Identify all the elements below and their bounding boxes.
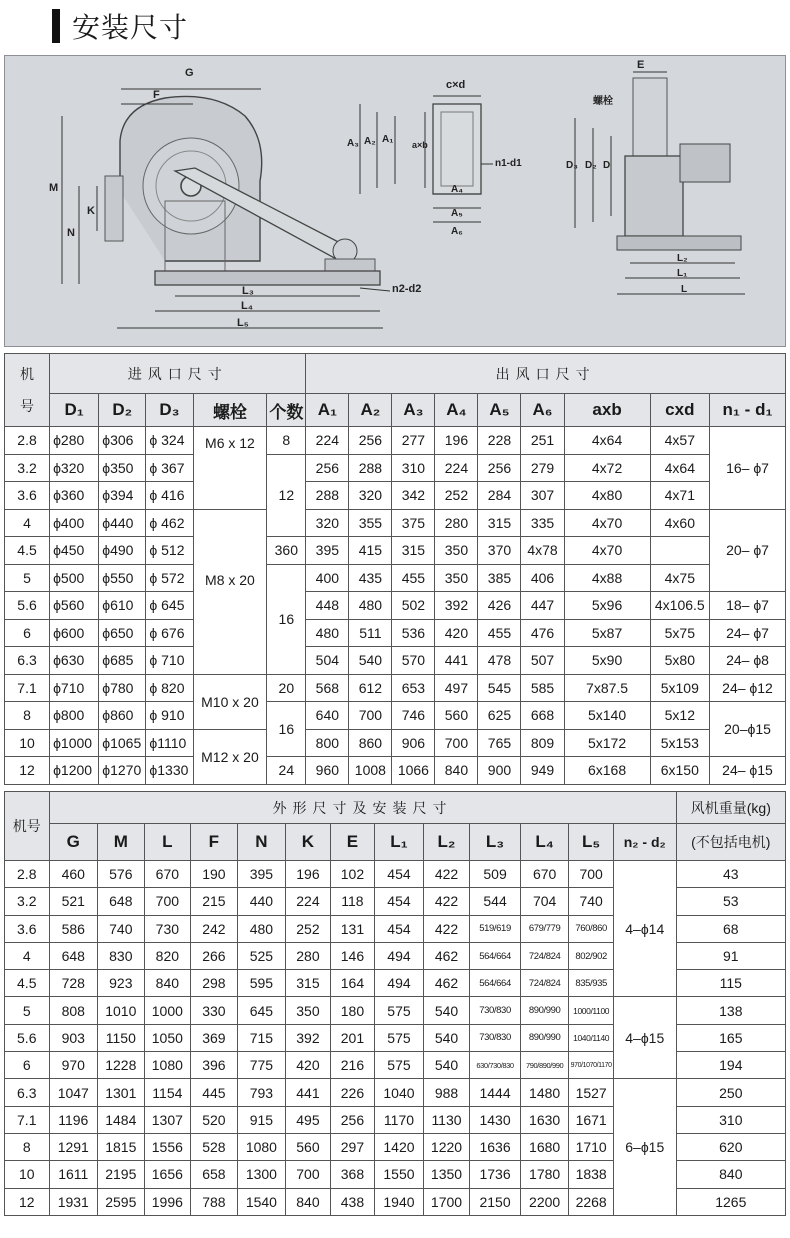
bolt-cell: M10 x 20 (193, 674, 267, 729)
installation-diagram (4, 55, 786, 347)
n1d1-cell: 24– ϕ7 (710, 619, 786, 647)
dimensions-table (4, 791, 786, 1216)
bolt-cell: M12 x 20 (193, 729, 267, 784)
label-A5: A₅ (451, 208, 463, 219)
col-header: L₁ (375, 824, 424, 861)
table-row: 3.6 ϕ360 ϕ394 ϕ 416 288 320 342 252 284 307 4x80 4x71 (5, 482, 786, 510)
col-header: L₂ (423, 824, 470, 861)
label-L3: L₃ (242, 285, 254, 297)
table-row: 2.8 ϕ280 ϕ306 ϕ 324 M6 x 12 8 224 256 277 196 228 251 4x64 4x57 16– ϕ7 (5, 427, 786, 455)
col-header: D₁ (50, 394, 99, 427)
table-row: 7.1 ϕ710 ϕ780 ϕ 820 M10 x 20 20 568 612 653 497 545 585 7x87.5 5x109 24– ϕ12 (5, 674, 786, 702)
table-row: 7.1 1196 1484 1307 520 915 495 256 1170 1130 1430 1630 1671 310 (5, 1106, 786, 1133)
title-accent-bar (52, 9, 60, 43)
table-row: 6 970 1228 1080 396 775 420 216 575 540 630/730/830 790/890/990 970/1070/1170 194 (5, 1052, 786, 1079)
group-header-dims: 外形尺寸及安装尺寸 (49, 792, 676, 824)
table-row: 4 ϕ400 ϕ440 ϕ 462 M8 x 20 320 355 375 280 315 335 4x70 4x60 20– ϕ7 (5, 509, 786, 537)
col-header: L₃ (470, 824, 521, 861)
label-L2: L₂ (677, 253, 688, 264)
label-D3: D₃ (566, 160, 578, 171)
table-row: 5.6 ϕ560 ϕ610 ϕ 645 448 480 502 392 426 447 5x96 4x106.5 18– ϕ7 (5, 592, 786, 620)
col-header: 个数 (267, 394, 306, 427)
col-header-weight-sub: (不包括电机) (676, 824, 785, 861)
label-M: M (49, 182, 59, 194)
col-header: A₆ (521, 394, 564, 427)
label-A2: A₂ (364, 136, 376, 147)
col-header: n₂ - d₂ (613, 824, 676, 861)
label-D: D (603, 160, 611, 171)
n1d1-cell: 20– ϕ7 (710, 509, 786, 592)
label-L: L (681, 284, 688, 295)
table-row: 5.6 903 1150 1050 369 715 392 201 575 540 730/830 890/990 1040/1140 165 (5, 1024, 786, 1051)
col-header: L₅ (569, 824, 614, 861)
count-cell: 20 (267, 674, 306, 702)
col-header-no: 机号 (5, 792, 50, 861)
col-header: A₂ (349, 394, 392, 427)
label-K: K (87, 205, 95, 217)
table-row: 6 ϕ600 ϕ650 ϕ 676 480 511 536 420 455 476 5x87 5x75 24– ϕ7 (5, 619, 786, 647)
table-row: 6.3 ϕ630 ϕ685 ϕ 710 504 540 570 441 478 507 5x90 5x80 24– ϕ8 (5, 647, 786, 675)
col-header: F (191, 824, 238, 861)
col-header: N (237, 824, 286, 861)
group-header-inlet: 进风口尺寸 (50, 354, 306, 394)
page-title: 安装尺寸 (72, 11, 189, 44)
label-E: E (637, 59, 645, 71)
table-row: 10 ϕ1000 ϕ1065 ϕ1110 M12 x 20 800 860 906 700 765 809 5x172 5x153 (5, 729, 786, 757)
diagram-svg (5, 56, 787, 348)
label-G: G (185, 67, 194, 79)
n2d2-cell: 6–ϕ15 (613, 1079, 676, 1215)
col-header: A₄ (435, 394, 478, 427)
table-row: 2.8 460 576 670 190 395 196 102 454 422 509 670 700 4–ϕ14 43 (5, 861, 786, 888)
label-A3: A₃ (347, 138, 359, 149)
col-header: D₃ (146, 394, 193, 427)
label-A1: A₁ (382, 134, 394, 145)
group-header-outlet: 出风口尺寸 (306, 354, 786, 394)
bolt-cell: M8 x 20 (193, 509, 267, 674)
table-row: 12 ϕ1200 ϕ1270 ϕ1330 24 960 1008 1066 840 900 949 6x168 6x150 24– ϕ15 (5, 757, 786, 785)
label-L5: L₅ (237, 317, 249, 329)
col-header: axb (564, 394, 650, 427)
label-F: F (153, 89, 160, 101)
label-L4: L₄ (241, 300, 253, 312)
col-header: A₅ (478, 394, 521, 427)
col-header: L₄ (520, 824, 569, 861)
col-header: K (286, 824, 331, 861)
table-row: 8 1291 1815 1556 528 1080 560 297 1420 1220 1636 1680 1710 620 (5, 1133, 786, 1160)
col-header: 螺栓 (193, 394, 267, 427)
table-subheader-row (5, 394, 786, 427)
table-row: 8 ϕ800 ϕ860 ϕ 910 16 640 700 746 560 625 668 5x140 5x12 20–ϕ15 (5, 702, 786, 730)
label-bolt: 螺栓 (593, 96, 613, 107)
table-row: 3.2 521 648 700 215 440 224 118 454 422 544 704 740 53 (5, 888, 786, 915)
table-row: 10 1611 2195 1656 658 1300 700 368 1550 1350 1736 1780 1838 840 (5, 1161, 786, 1188)
col-header: n₁ - d₁ (710, 394, 786, 427)
label-A6: A₆ (451, 226, 463, 237)
table-row: 4 648 830 820 266 525 280 146 494 462 564/664 724/824 802/902 91 (5, 942, 786, 969)
label-D2: D₂ (585, 160, 597, 171)
table-subheader-row (5, 824, 786, 861)
col-header: A₁ (306, 394, 349, 427)
count-cell: 24 (267, 757, 306, 785)
table-header-row (5, 354, 786, 394)
col-header: L (144, 824, 191, 861)
table-row: 5 ϕ500 ϕ550 ϕ 572 16 400 435 455 350 385 406 4x88 4x75 (5, 564, 786, 592)
n2d2-cell: 4–ϕ14 (613, 861, 676, 997)
count-cell: 12 (267, 454, 306, 537)
col-header: M (98, 824, 145, 861)
side-view (62, 89, 390, 328)
table-row: 3.2 ϕ320 ϕ350 ϕ 367 12 256 288 310 224 256 279 4x72 4x64 (5, 454, 786, 482)
label-L1: L₁ (677, 268, 688, 279)
n2d2-cell: 4–ϕ15 (613, 997, 676, 1079)
label-n2d2: n2-d2 (392, 283, 422, 295)
n1d1-cell: 24– ϕ12 (710, 674, 786, 702)
col-header: D₂ (99, 394, 146, 427)
col-header-weight: 风机重量(kg) (676, 792, 785, 824)
col-header: cxd (650, 394, 709, 427)
col-header: E (330, 824, 375, 861)
table-row: 3.6 586 740 730 242 480 252 131 454 422 519/619 679/779 760/860 68 (5, 915, 786, 942)
count-cell: 16 (267, 564, 306, 674)
bolt-cell: M6 x 12 (193, 427, 267, 510)
section-title (52, 8, 188, 44)
table-header-row (5, 792, 786, 824)
label-n1d1: n1-d1 (495, 158, 522, 169)
col-header: G (49, 824, 98, 861)
table-row: 6.3 1047 1301 1154 445 793 441 226 1040 988 1444 1480 1527 6–ϕ15 250 (5, 1079, 786, 1106)
table-row: 4.5 728 923 840 298 595 315 164 494 462 564/664 724/824 835/935 115 (5, 970, 786, 997)
label-N: N (67, 227, 75, 239)
label-cxd: c×d (446, 79, 466, 91)
n1d1-cell: 16– ϕ7 (710, 427, 786, 510)
n1d1-cell: 20–ϕ15 (710, 702, 786, 757)
n1d1-cell: 24– ϕ8 (710, 647, 786, 675)
table-row: 5 808 1010 1000 330 645 350 180 575 540 730/830 890/990 1000/1100 4–ϕ15 138 (5, 997, 786, 1024)
n1d1-cell: 18– ϕ7 (710, 592, 786, 620)
count-cell: 16 (267, 702, 306, 757)
table-row: 4.5 ϕ450 ϕ490 ϕ 512 360 395 415 315 350 370 4x78 4x70 (5, 537, 786, 565)
col-header-no: 机 号 (5, 354, 50, 427)
label-axb: a×b (412, 140, 428, 150)
outlet-view (360, 96, 493, 222)
label-A4: A₄ (451, 184, 463, 195)
n1d1-cell: 24– ϕ15 (710, 757, 786, 785)
table-row: 12 1931 2595 1996 788 1540 840 438 1940 1700 2150 2200 2268 1265 (5, 1188, 786, 1215)
count-cell: 8 (267, 427, 306, 455)
inlet-outlet-table (4, 353, 786, 785)
col-header: A₃ (392, 394, 435, 427)
